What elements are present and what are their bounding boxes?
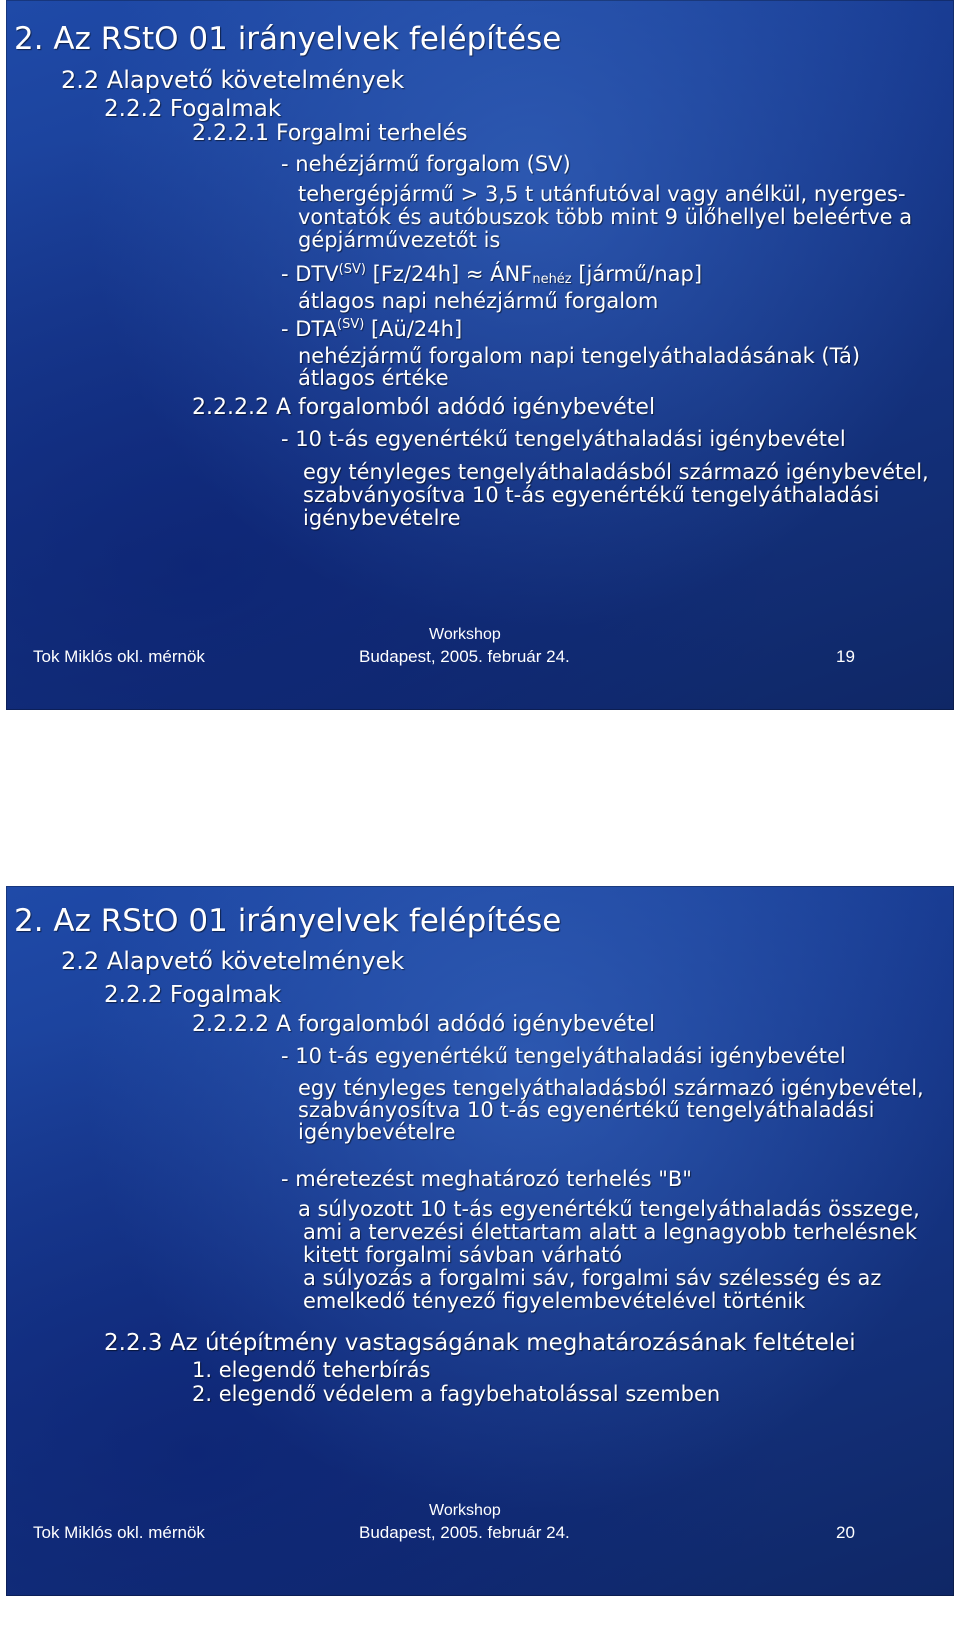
subsection-heading: 2.2.2 Fogalmak (104, 96, 282, 122)
anf-subscript: nehéz (532, 272, 572, 287)
condition-item: 1. elegendő teherbírás (192, 1358, 431, 1382)
dtv-superscript: (SV) (338, 262, 366, 277)
footer-date: Budapest, 2005. február 24. (359, 647, 570, 666)
dta-desc-line: nehézjármű forgalom napi tengelyáthaladásának (Tá) (298, 344, 861, 368)
anf-label: ÁNF (483, 262, 533, 286)
axle-desc-line: egy tényleges tengelyáthaladásból származó igénybevétel, (303, 460, 929, 484)
footer-author: Tok Miklós okl. mérnök (33, 1523, 205, 1542)
dta-label: - DTA (281, 317, 337, 341)
load-desc-line: ami a tervezési élettartam alatt a legnagyobb terhelésnek (303, 1220, 917, 1244)
section-heading: 2.2 Alapvető követelmények (61, 947, 405, 975)
slide-title: 2. Az RStO 01 irányelvek felépítése (14, 903, 562, 939)
slide-19 (6, 0, 954, 710)
load-desc-line: a súlyozás a forgalmi sáv, forgalmi sáv szélesség és az (303, 1266, 882, 1290)
axle-heading: - 10 t-ás egyenértékű tengelyáthaladási igénybevétel (281, 1044, 846, 1068)
approx-symbol: ≈ (465, 262, 484, 286)
topic-heading: 2.2.2.2 A forgalomból adódó igénybevétel (192, 1012, 656, 1037)
footer-author: Tok Miklós okl. mérnök (33, 647, 205, 666)
page-number: 19 (836, 647, 855, 666)
subsection-heading: 2.2.2 Fogalmak (104, 982, 282, 1008)
load-desc-line: a súlyozott 10 t-ás egyenértékű tengelyáthaladás összege, (298, 1197, 920, 1221)
sv-desc-line: vontatók és autóbuszok több mint 9 ülőhellyel beleértve a (298, 205, 913, 229)
sv-desc-line: tehergépjármű > 3,5 t utánfutóval vagy anélkül, nyerges- (298, 182, 906, 206)
dta-superscript: (SV) (337, 317, 365, 332)
axle-desc-line: szabványosítva 10 t-ás egyenértékű tengelyáthaladási (298, 1098, 875, 1122)
subsection-heading: 2.2.3 Az útépítmény vastagságának meghatározásának feltételei (104, 1330, 856, 1356)
load-desc-line: emelkedő tényező figyelembevételével történik (303, 1289, 806, 1313)
topic-heading: 2.2.2.2 A forgalomból adódó igénybevétel (192, 395, 656, 420)
axle-desc-line: szabványosítva 10 t-ás egyenértékű tengelyáthaladási (303, 483, 880, 507)
load-heading: - méretezést meghatározó terhelés "B" (281, 1167, 692, 1191)
sv-desc-line: gépjárművezetőt is (298, 228, 501, 252)
dtv-unit: [Fz/24h] (365, 262, 466, 286)
dta-definition (281, 318, 462, 340)
axle-heading: - 10 t-ás egyenértékű tengelyáthaladási igénybevétel (281, 427, 846, 451)
dtv-label: - DTV (281, 262, 339, 286)
axle-desc-line: igénybevételre (298, 1120, 456, 1144)
sv-heading: - nehézjármű forgalom (SV) (281, 152, 571, 176)
axle-desc-line: egy tényleges tengelyáthaladásból származó igénybevétel, (298, 1076, 924, 1100)
dtv-description: átlagos napi nehézjármű forgalom (298, 289, 659, 313)
dta-desc-line: átlagos értéke (298, 366, 449, 390)
footer-workshop: Workshop (429, 626, 501, 643)
anf-unit: [jármű/nap] (571, 262, 703, 286)
page-number: 20 (836, 1523, 855, 1542)
topic-heading: 2.2.2.1 Forgalmi terhelés (192, 121, 468, 146)
dtv-definition (281, 263, 702, 286)
condition-item: 2. elegendő védelem a fagybehatolással szemben (192, 1382, 721, 1406)
load-desc-line: kitett forgalmi sávban várható (303, 1243, 623, 1267)
footer-date: Budapest, 2005. február 24. (359, 1523, 570, 1542)
section-heading: 2.2 Alapvető követelmények (61, 66, 405, 94)
axle-desc-line: igénybevételre (303, 506, 461, 530)
slide-20-content (6, 886, 954, 1596)
dta-unit: [Aü/24h] (364, 317, 463, 341)
footer-workshop: Workshop (429, 1502, 501, 1519)
slide-title: 2. Az RStO 01 irányelvek felépítése (14, 21, 562, 57)
